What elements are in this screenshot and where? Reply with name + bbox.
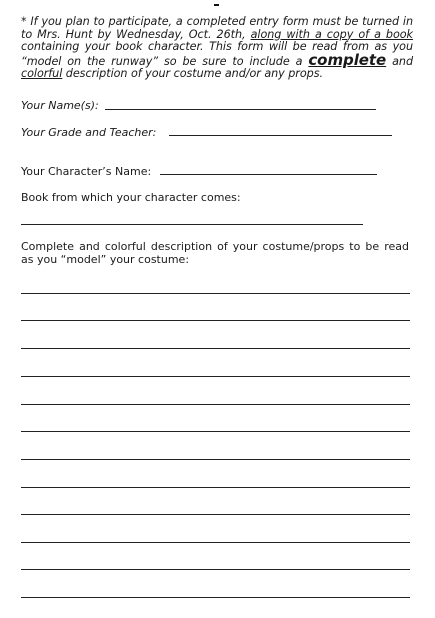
- name-blank-line[interactable]: [105, 109, 376, 110]
- instructions-underlined-colorful: colorful: [21, 67, 63, 81]
- grade-teacher-field-row: [21, 126, 156, 139]
- writing-line[interactable]: [21, 376, 410, 377]
- instructions-underlined-book-copy: along with a copy of a book: [250, 27, 413, 41]
- writing-line[interactable]: [21, 293, 410, 294]
- instructions-part-1: * If you plan to participate, a completed entry form must be turned in to Mrs. Hunt by Wednesday, Oct. 26th,: [21, 15, 413, 41]
- instructions-complete-emphasis: complete: [308, 50, 387, 69]
- character-name-field-row: [21, 165, 151, 178]
- writing-line[interactable]: [21, 404, 410, 405]
- name-label: Your Name(s):: [21, 99, 99, 112]
- book-label: Book from which your character comes:: [21, 191, 241, 204]
- character-name-label: Your Character’s Name:: [21, 165, 152, 178]
- writing-line[interactable]: [21, 459, 410, 460]
- instructions-paragraph: [21, 16, 413, 81]
- grade-teacher-label: Your Grade and Teacher:: [21, 126, 157, 139]
- instructions-part-4: description of your costume and/or any props.: [62, 67, 323, 81]
- book-field-row: [21, 191, 241, 204]
- top-dash: [214, 4, 219, 6]
- instructions-part-2: containing your book character. This form will be read from as you “model on the runway” so be sure to include a: [21, 40, 413, 68]
- writing-line[interactable]: [21, 487, 410, 488]
- name-field-row: [21, 99, 99, 112]
- grade-teacher-blank-line[interactable]: [169, 135, 392, 136]
- book-blank-line[interactable]: [21, 224, 363, 225]
- writing-line[interactable]: [21, 514, 410, 515]
- writing-line[interactable]: [21, 597, 410, 598]
- description-prompt: Complete and colorful description of your costume/props to be read as you “model” your costume:: [21, 240, 409, 266]
- writing-line[interactable]: [21, 431, 410, 432]
- character-name-blank-line[interactable]: [160, 174, 377, 175]
- writing-line[interactable]: [21, 348, 410, 349]
- writing-line[interactable]: [21, 569, 410, 570]
- writing-line[interactable]: [21, 320, 410, 321]
- instructions-part-3: and: [386, 54, 414, 68]
- writing-line[interactable]: [21, 542, 410, 543]
